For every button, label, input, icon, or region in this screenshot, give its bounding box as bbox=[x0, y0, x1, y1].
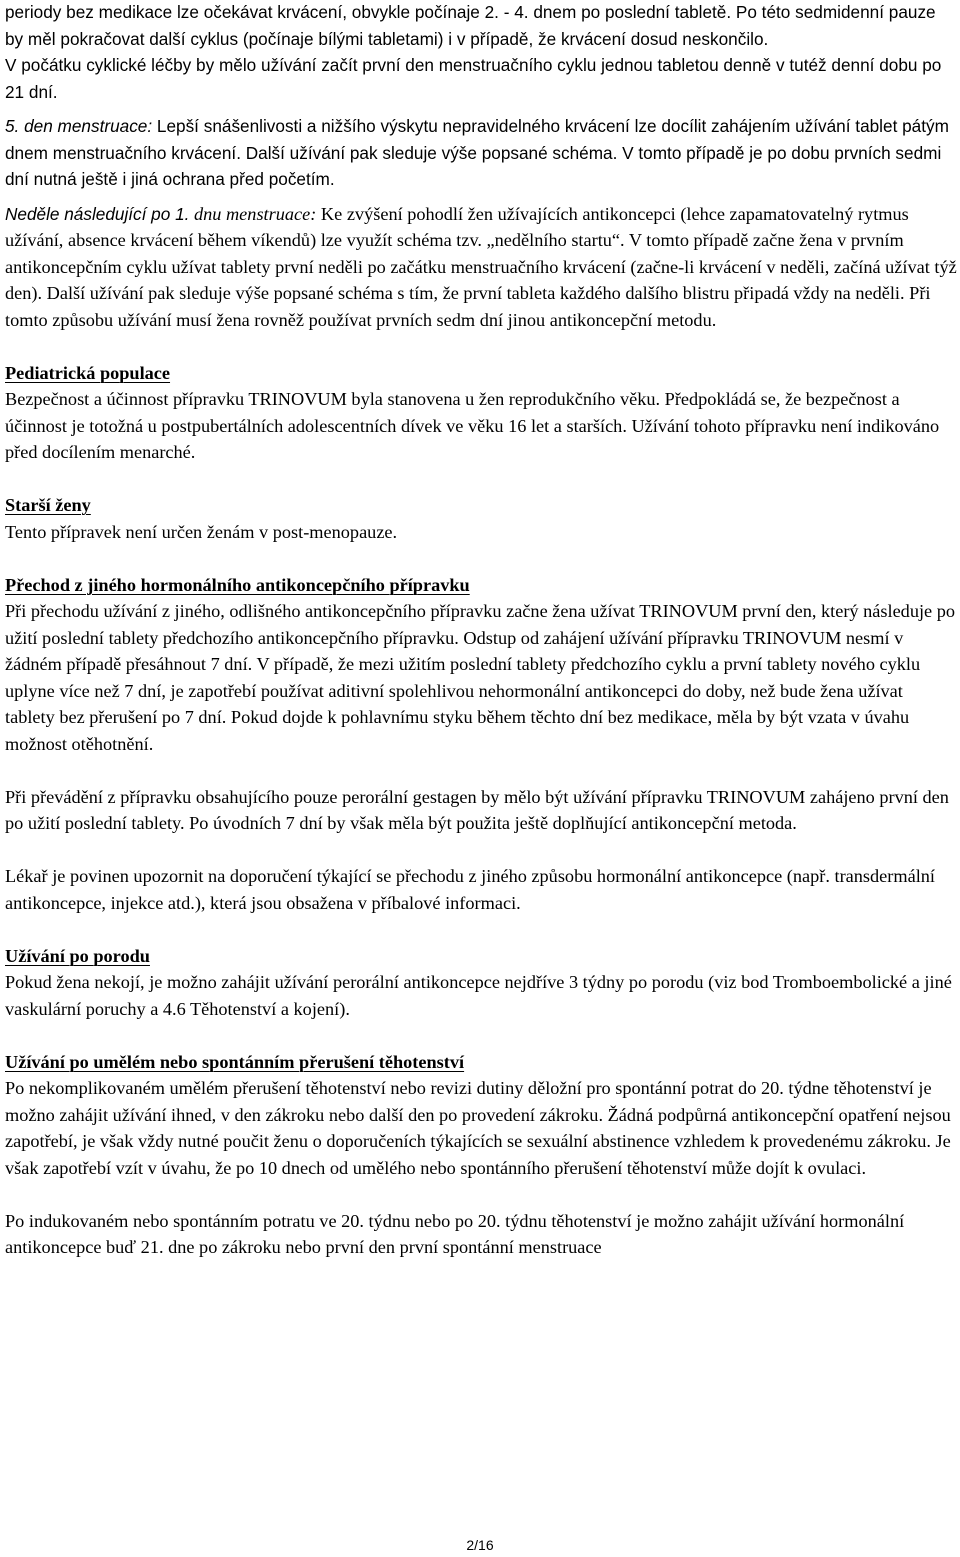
day5-text-a: Lepší snášenlivosti a nižšího výskytu nepravidelného krvácení lze docílit zahájením užívání tablet pátým dnem menstruačního krvácení. bbox=[5, 116, 949, 163]
page-number: 2/16 bbox=[466, 1537, 494, 1553]
sunday-text-d: Při tomto způsobu užívání musí žena rovněž používat prvních sedm dní jinou antikoncepční metodu. bbox=[5, 283, 931, 330]
sunday-lead: Neděle následující po 1. bbox=[5, 203, 190, 224]
intro-paragraph bbox=[5, 0, 957, 105]
sunday-text-b: V tomto případě začne žena v prvním antikoncepčním cyklu užívat tablety první neděli po začátku menstruačního krvácení (začne-li krvácení v neděli, začíná užívat týž den). bbox=[5, 230, 957, 303]
sunday-text-c: Další užívání pak sleduje výše popsané schéma s tím, že první tableta každého dalšího blistru připadá vždy na neděli. bbox=[42, 283, 905, 303]
elderly-heading: Starší ženy bbox=[5, 495, 91, 515]
day5-paragraph bbox=[5, 113, 957, 193]
pediatric-text: Bezpečnost a účinnost přípravku TRINOVUM byla stanovena u žen reprodukčního věku. Předpokládá se, že bezpečnost a účinnost je totožná u postpubertálních adolescentních dívek ve věku 16 let a starších. Užívání tohoto přípravku není indikováno před docílením menarché. bbox=[5, 389, 940, 462]
sunday-lead2: dnu menstruace: bbox=[189, 203, 317, 224]
postpartum-heading: Užívání po porodu bbox=[5, 945, 150, 966]
switching-text: Při přechodu užívání z jiného, odlišného antikoncepčního přípravku začne žena užívat TRINOVUM první den, který následuje po užití poslední tablety předchozího antikoncepčního přípravku. Odstup od zahájení užívání přípravku TRINOVUM nesmí v žádném případě přesáhnout 7 dní. V případě, že mezi užitím poslední tablety předchozího cyklu a první tablety nového cyklu uplyne více než 7 dní, je zapotřebí používat aditivní spolehlivou nehormonální antikoncepci do doby, než bude žena užívat tablety bez přerušení po 7 dní. Pokud dojde k pohlavnímu styku během těchto dní bez medikace, měla by být vzata v úvahu možnost otěhotnění. bbox=[5, 601, 956, 754]
switching-text-2: Při převádění z přípravku obsahujícího pouze perorální gestagen by mělo být užívání přípravku TRINOVUM zahájeno první den po užití poslední tablety. Po úvodních 7 dní by však měla být použita ještě doplňující antikoncepční metoda. bbox=[5, 786, 949, 833]
sunday-paragraph bbox=[5, 201, 957, 334]
sunday-text: Ke zvýšení pohodlí žen užívajících antikoncepci (lehce zapamatovatelný rytmus užívání, absence krvácení během víkendů) lze využít schéma tzv. „nedělního startu“. bbox=[5, 203, 909, 250]
day5-text-b: Další užívání pak sleduje výše popsané schéma. bbox=[240, 142, 618, 163]
abortion-text: Po nekomplikovaném umělém přerušení těhotenství nebo revizi dutiny děložní pro spontánní potrat do 20. týdne těhotenství je možno zahájit užívání ihned, v den zákroku nebo další den po provedení zákroku. Žádná podpůrná antikoncepční opatření nejsou zapotřebí, je však vždy nutné poučit ženu o doporučeních týkajících se sexuální abstinence vzhledem k provedenému zákroku. Je však zapotřebí vzít v úvahu, že po 10 dnech od umělého nebo spontánního přerušení těhotenství může dojít k ovulaci. bbox=[5, 1078, 951, 1178]
intro-text-b: V počátku cyklické léčby by mělo užívání začít první den menstruačního cyklu jednou tabletou denně v tutéž denní dobu po 21 dní. bbox=[5, 55, 942, 102]
switching-heading: Přechod z jiného hormonálního antikoncepčního přípravku bbox=[5, 574, 470, 595]
intro-text-a: periody bez medikace lze očekávat krvácení, obvykle počínaje 2. - 4. dnem po poslední tabletě. Po této sedmidenní pauze by měl pokračovat další cyklus (počínaje bílými tabletami) i v případě, že krvácení dosud neskončilo. bbox=[5, 2, 936, 49]
switching-text-3: Lékař je povinen upozornit na doporučení týkající se přechodu z jiného způsobu hormonální antikoncepce (např. transdermální antikoncepce, injekce atd.), která jsou obsažena v příbalové informaci. bbox=[5, 866, 936, 913]
postpartum-text: Pokud žena nekojí, je možno zahájit užívání perorální antikoncepce nejdříve 3 týdny po porodu (viz bod Tromboembolické a jiné vaskulární poruchy a 4.6 Těhotenství a kojení). bbox=[5, 972, 952, 1019]
abortion-text-2: Po indukovaném nebo spontánním potratu ve 20. týdnu nebo po 20. týdnu těhotenství je možno zahájit užívání hormonální antikoncepce buď 21. dne po zákroku nebo první den první spontánní menstruace bbox=[5, 1210, 905, 1257]
elderly-text: Tento přípravek není určen ženám v post-menopauze. bbox=[5, 521, 398, 542]
abortion-heading: Užívání po umělém nebo spontánním přerušení těhotenství bbox=[5, 1051, 465, 1072]
document-page bbox=[5, 0, 957, 1261]
day5-lead: 5. den menstruace: bbox=[5, 116, 153, 136]
day5-text-c: V tomto případě je po dobu prvních sedmi dní nutná ještě i jiná ochrana před početím. bbox=[5, 142, 942, 189]
pediatric-heading: Pediatrická populace bbox=[5, 362, 171, 383]
